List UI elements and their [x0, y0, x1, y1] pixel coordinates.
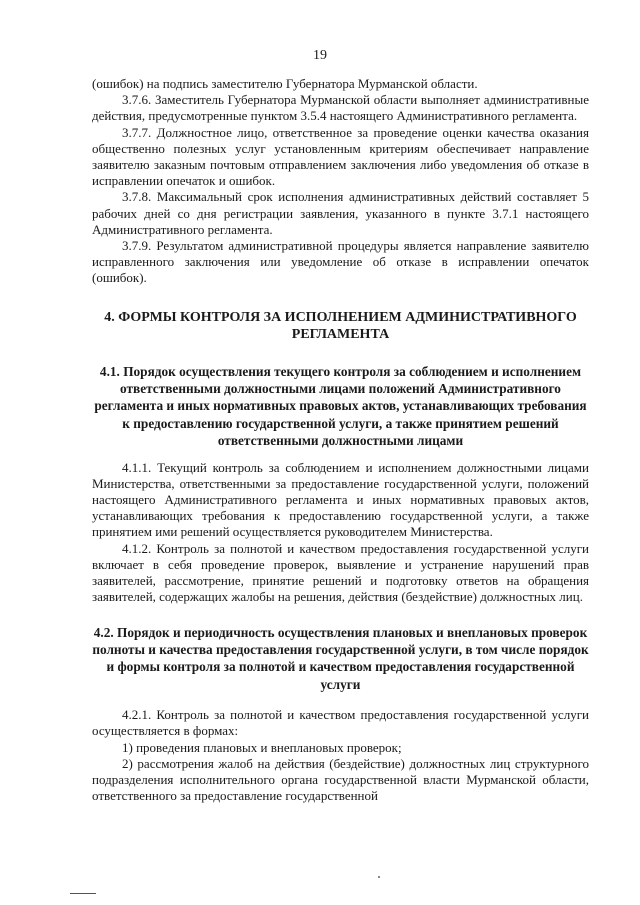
paragraph-3-7-6: 3.7.6. Заместитель Губернатора Мурманской области выполняет административные действия, предусмотренные пунктом 3.5.4 настоящего Административного регламента. [92, 92, 589, 124]
paragraph-4-1-2: 4.1.2. Контроль за полнотой и качеством предоставления государственной услуги включает в себя проведение проверок, выявление и устранение нарушений прав заявителей, рассмотрение, принятие решений и подготовку ответов на обращения заявителей, содержащих жалобы на решения, действия (бездействие) должностных лиц. [92, 540, 589, 605]
list-item-2: 2) рассмотрения жалоб на действия (бездействие) должностных лиц структурного подразделения исполнительного органа государственной власти Мурманской области, ответственного за предоставление государственной [92, 755, 589, 804]
footnote-rule [70, 893, 96, 894]
document-body [92, 76, 589, 804]
paragraph-continuation: (ошибок) на подпись заместителю Губернатора Мурманской области. [92, 76, 478, 91]
paragraph-4-2-1: 4.2.1. Контроль за полнотой и качеством предоставления государственной услуги осуществляется в формах: [92, 707, 589, 739]
paragraph-3-7-9: 3.7.9. Результатом административной процедуры является направление заявителю исправленного заключения или уведомление об отказе в исправлении опечаток (ошибок). [92, 238, 589, 286]
paragraph-4-1-1: 4.1.1. Текущий контроль за соблюдением и исполнением должностными лицами Министерства, ответственными за предоставление государственной услуги, положений настоящего Административного регламента и иных нормативных правовых актов, устанавливающих требования к предоставлению государственной услуги, а также принятием ими решений осуществляется руководителем Министерства. [92, 459, 589, 540]
list-item-1: 1) проведения плановых и внеплановых проверок; [122, 739, 402, 755]
section-heading-4-2: 4.2. Порядок и периодичность осуществления плановых и внеплановых проверок полноты и качества предоставления государственной услуги, в том числе порядок и формы контроля за полнотой и качеством предоставления государственной услуги [92, 624, 589, 692]
scan-speck [378, 876, 380, 878]
chapter-heading: 4. ФОРМЫ КОНТРОЛЯ ЗА ИСПОЛНЕНИЕМ АДМИНИСТРАТИВНОГО РЕГЛАМЕНТА [104, 309, 577, 342]
paragraph-3-7-7: 3.7.7. Должностное лицо, ответственное за проведение оценки качества оказания общественно полезных услуг установленным критериям обеспечивает направление заявителю заказным почтовым отправлением заключения либо уведомления об отказе в исправлении опечаток и ошибок. [92, 124, 589, 189]
page-number: 19 [313, 48, 327, 63]
paragraph-3-7-8: 3.7.8. Максимальный срок исполнения административных действий составляет 5 рабочих дней со дня регистрации заявления, указанного в пункте 3.7.1 настоящего Административного регламента. [92, 189, 589, 237]
section-heading-4-1: 4.1. Порядок осуществления текущего контроля за соблюдением и исполнением ответственными должностными лицами положений Административного регламента и иных нормативных правовых актов, устанавливающих требования к предоставлению государственной услуги, а также принятием решений ответственными должностными лицами [94, 363, 587, 449]
